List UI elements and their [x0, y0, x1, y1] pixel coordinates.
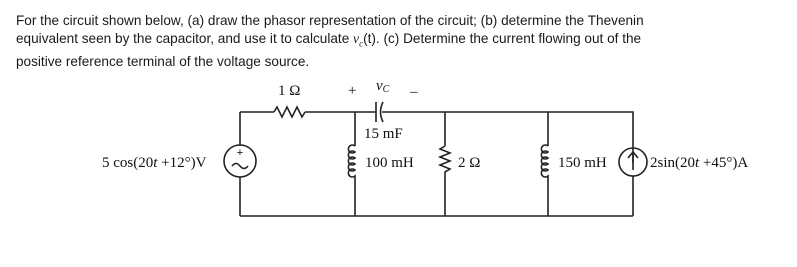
- vc-symbol-subscript: c: [359, 38, 364, 49]
- vc-label-letter: v: [376, 78, 383, 94]
- vc-label-sub: C: [382, 84, 390, 95]
- resistor-1-label: 1 Ω: [278, 83, 301, 99]
- problem-line-2-post: (t). (c) Determine the current flowing out of the: [363, 31, 642, 46]
- voltage-source-tilde: [232, 164, 248, 169]
- resistor-2-symbol: [440, 146, 450, 216]
- problem-line-3: positive reference terminal of the voltage source.: [16, 53, 310, 69]
- inductor-1-label: 100 mH: [365, 155, 414, 171]
- current-source-label-pre: 2sin(20: [650, 155, 695, 171]
- problem-line-2-pre: equivalent seen by the capacitor, and use it to calculate: [16, 31, 354, 46]
- vc-minus-label: –: [410, 84, 418, 100]
- current-source-arrow: [628, 152, 638, 170]
- capacitor-label: 15 mF: [364, 126, 403, 142]
- voltage-source-label-pre: 5 cos(20: [102, 155, 154, 171]
- vc-symbol-letter: v: [353, 31, 360, 46]
- vc-plus-label: +: [348, 83, 357, 99]
- current-source-label-t: t: [695, 155, 700, 171]
- vc-label: [376, 78, 390, 95]
- current-source-label: [650, 155, 748, 171]
- resistor-2-label: 2 Ω: [458, 155, 481, 171]
- voltage-source-label-t: t: [153, 155, 158, 171]
- inductor-1-symbol: [348, 145, 355, 216]
- problem-line-1: For the circuit shown below, (a) draw the phasor representation of the circuit; (b) determine the Thevenin: [16, 13, 644, 28]
- voltage-source-plus: +: [236, 147, 244, 159]
- inductor-2-symbol: [541, 145, 548, 216]
- inductor-2-label: 150 mH: [558, 155, 607, 171]
- current-source-label-post: +45°)A: [699, 155, 749, 171]
- voltage-source-label-post: +12°)V: [157, 155, 207, 171]
- voltage-source-label: [102, 155, 207, 171]
- resistor-1-symbol: [274, 107, 305, 117]
